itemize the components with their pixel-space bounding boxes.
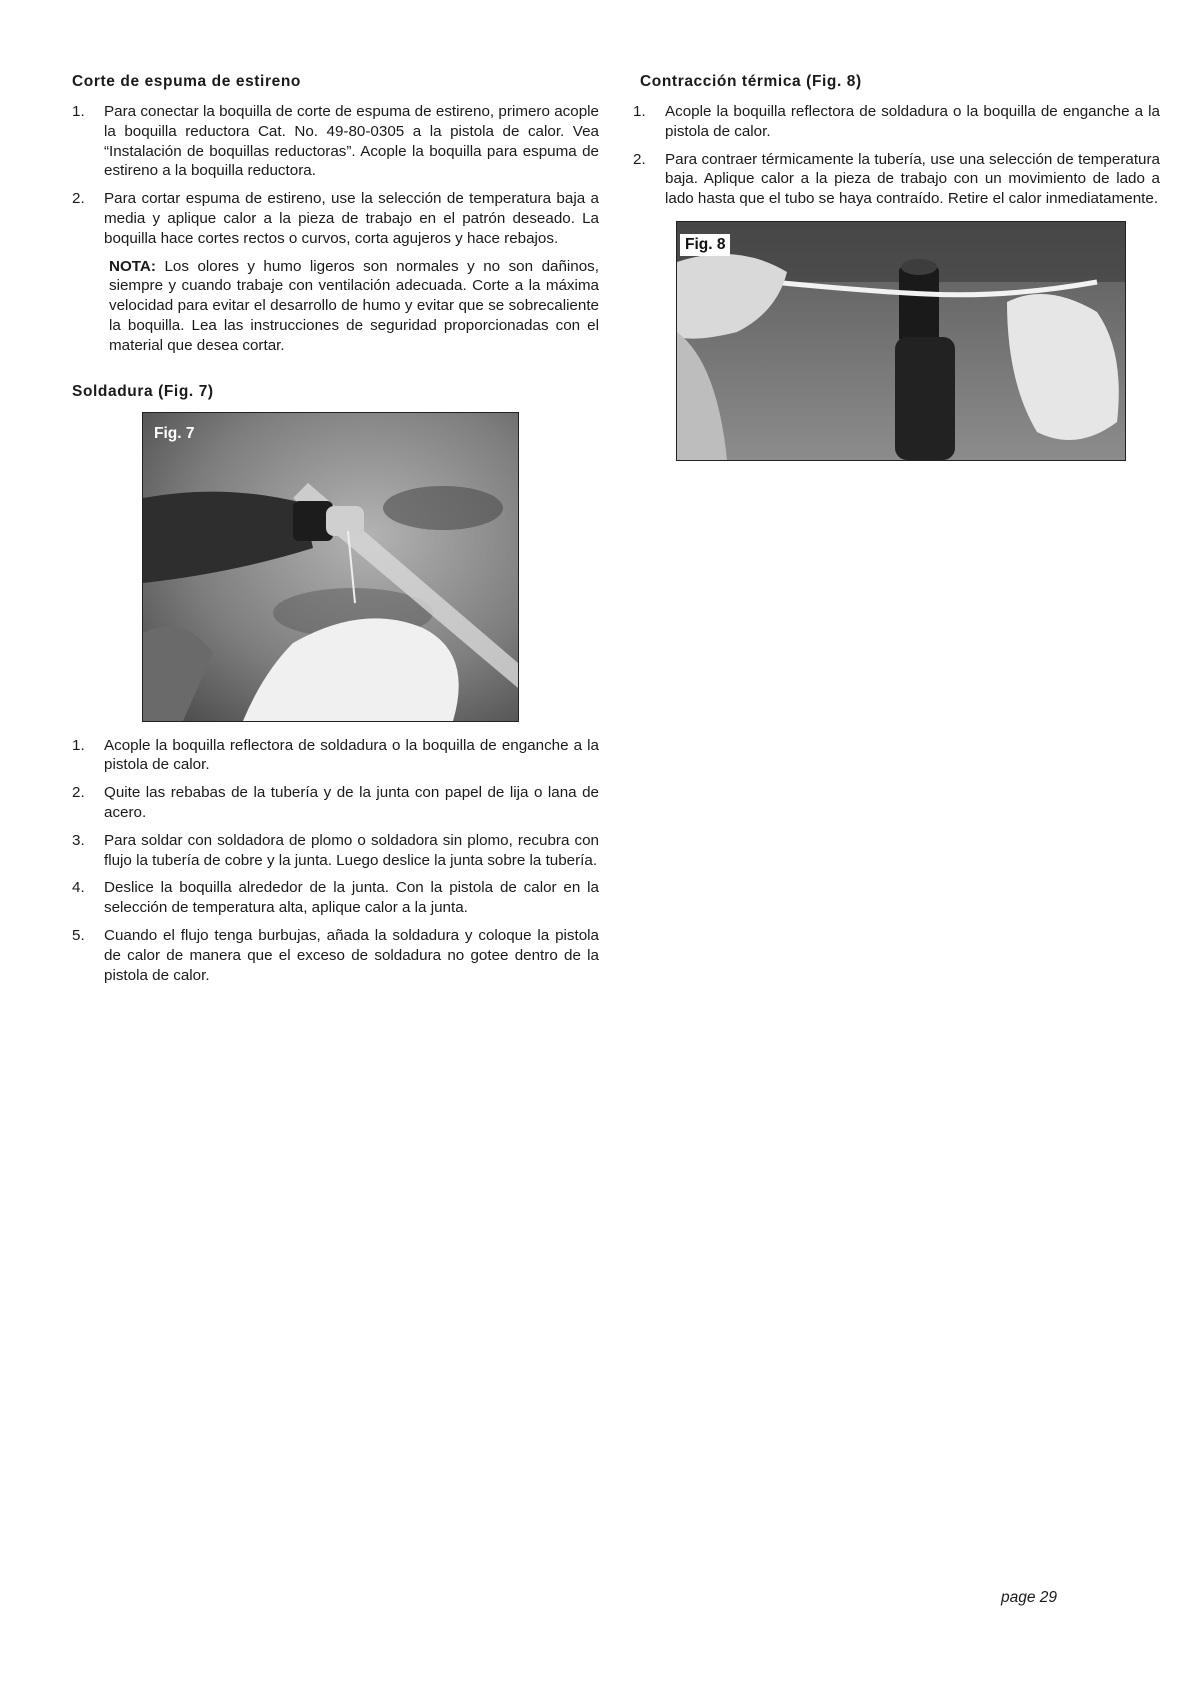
list-item <box>72 102 599 181</box>
figure-8-label: Fig. 8 <box>680 234 730 256</box>
step-text: Acople la boquilla reflectora de soldadura o la boquilla de enganche a la pistola de calor. <box>104 736 599 774</box>
note-label: NOTA: <box>109 257 156 275</box>
list-item <box>72 783 599 823</box>
soldering-steps-list <box>72 736 599 986</box>
step-number: 4. <box>72 879 85 897</box>
step-number: 1. <box>633 103 646 120</box>
list-item <box>633 150 1160 209</box>
step-number: 5. <box>72 926 85 944</box>
left-column <box>72 72 599 993</box>
step-text: Acople la boquilla reflectora de soldadura o la boquilla de enganche a la pistola de calor. <box>665 103 1160 140</box>
step-text: Deslice la boquilla alrededor de la junta. Con la pistola de calor en la selección de temperatura alta, aplique calor a la junta. <box>104 879 599 917</box>
section-heading-heat-shrink: Contracción térmica (Fig. 8) <box>640 73 862 90</box>
figure-8-photo <box>676 221 1126 461</box>
step-number: 2. <box>633 150 646 168</box>
list-item <box>72 878 599 918</box>
figure-7-label: Fig. 7 <box>154 424 195 442</box>
figure-7-photo <box>142 412 519 722</box>
step-text: Quite las rebabas de la tubería y de la junta con papel de lija o lana de acero. <box>104 784 599 821</box>
step-text: Para cortar espuma de estireno, use la selección de temperatura baja a media y aplique calor a la pieza de trabajo en el patrón deseado. La boquilla hace cortes rectos o curvos, corta agujeros y hace rebajos. <box>104 190 599 247</box>
heat-shrink-photo-illustration <box>677 222 1125 460</box>
heat-shrink-steps-list <box>633 102 1160 209</box>
list-item <box>633 102 1160 142</box>
step-number: 1. <box>72 103 85 120</box>
list-item <box>72 736 599 776</box>
step-text: Para conectar la boquilla de corte de espuma de estireno, primero acople la boquilla reductora Cat. No. 49-80-0305 a la pistola de calor. Vea “Instalación de boquillas reductoras”. Acople la boquilla para espuma de estireno a la boquilla reductora. <box>104 103 599 180</box>
note-paragraph <box>109 257 599 356</box>
styrofoam-steps-list <box>72 102 599 249</box>
step-number: 1. <box>72 736 85 754</box>
list-item <box>72 189 599 248</box>
page-number: page 29 <box>1000 1589 1057 1606</box>
step-number: 3. <box>72 831 85 849</box>
note-text: Los olores y humo ligeros son normales y no son dañinos, siempre y cuando trabaje con ventilación adecuada. Corte a la máxima velocidad para evitar el desarrollo de humo y evitar que se sobrecaliente la boquilla. Lea las instrucciones de seguridad proporcionadas con el material que desea cortar. <box>109 257 599 354</box>
step-text: Cuando el flujo tenga burbujas, añada la soldadura y coloque la pistola de calor de manera que el exceso de soldadura no gotee dentro de la pistola de calor. <box>104 926 599 984</box>
step-number: 2. <box>72 784 85 802</box>
list-item <box>72 926 599 985</box>
right-column <box>633 72 1160 461</box>
list-item <box>72 831 599 871</box>
section-heading-styrofoam-cutting: Corte de espuma de estireno <box>72 73 301 90</box>
step-text: Para contraer térmicamente la tubería, use una selección de temperatura baja. Aplique calor a la pieza de trabajo con un movimiento de lado a lado hasta que el tubo se haya contraído. Retire el calor inmediatamente. <box>665 150 1160 208</box>
soldering-photo-illustration <box>143 413 518 721</box>
step-number: 2. <box>72 190 85 208</box>
section-heading-soldering: Soldadura (Fig. 7) <box>72 382 214 400</box>
step-text: Para soldar con soldadora de plomo o soldadora sin plomo, recubra con flujo la tubería de cobre y la junta. Luego deslice la junta sobre la tubería. <box>104 831 599 869</box>
